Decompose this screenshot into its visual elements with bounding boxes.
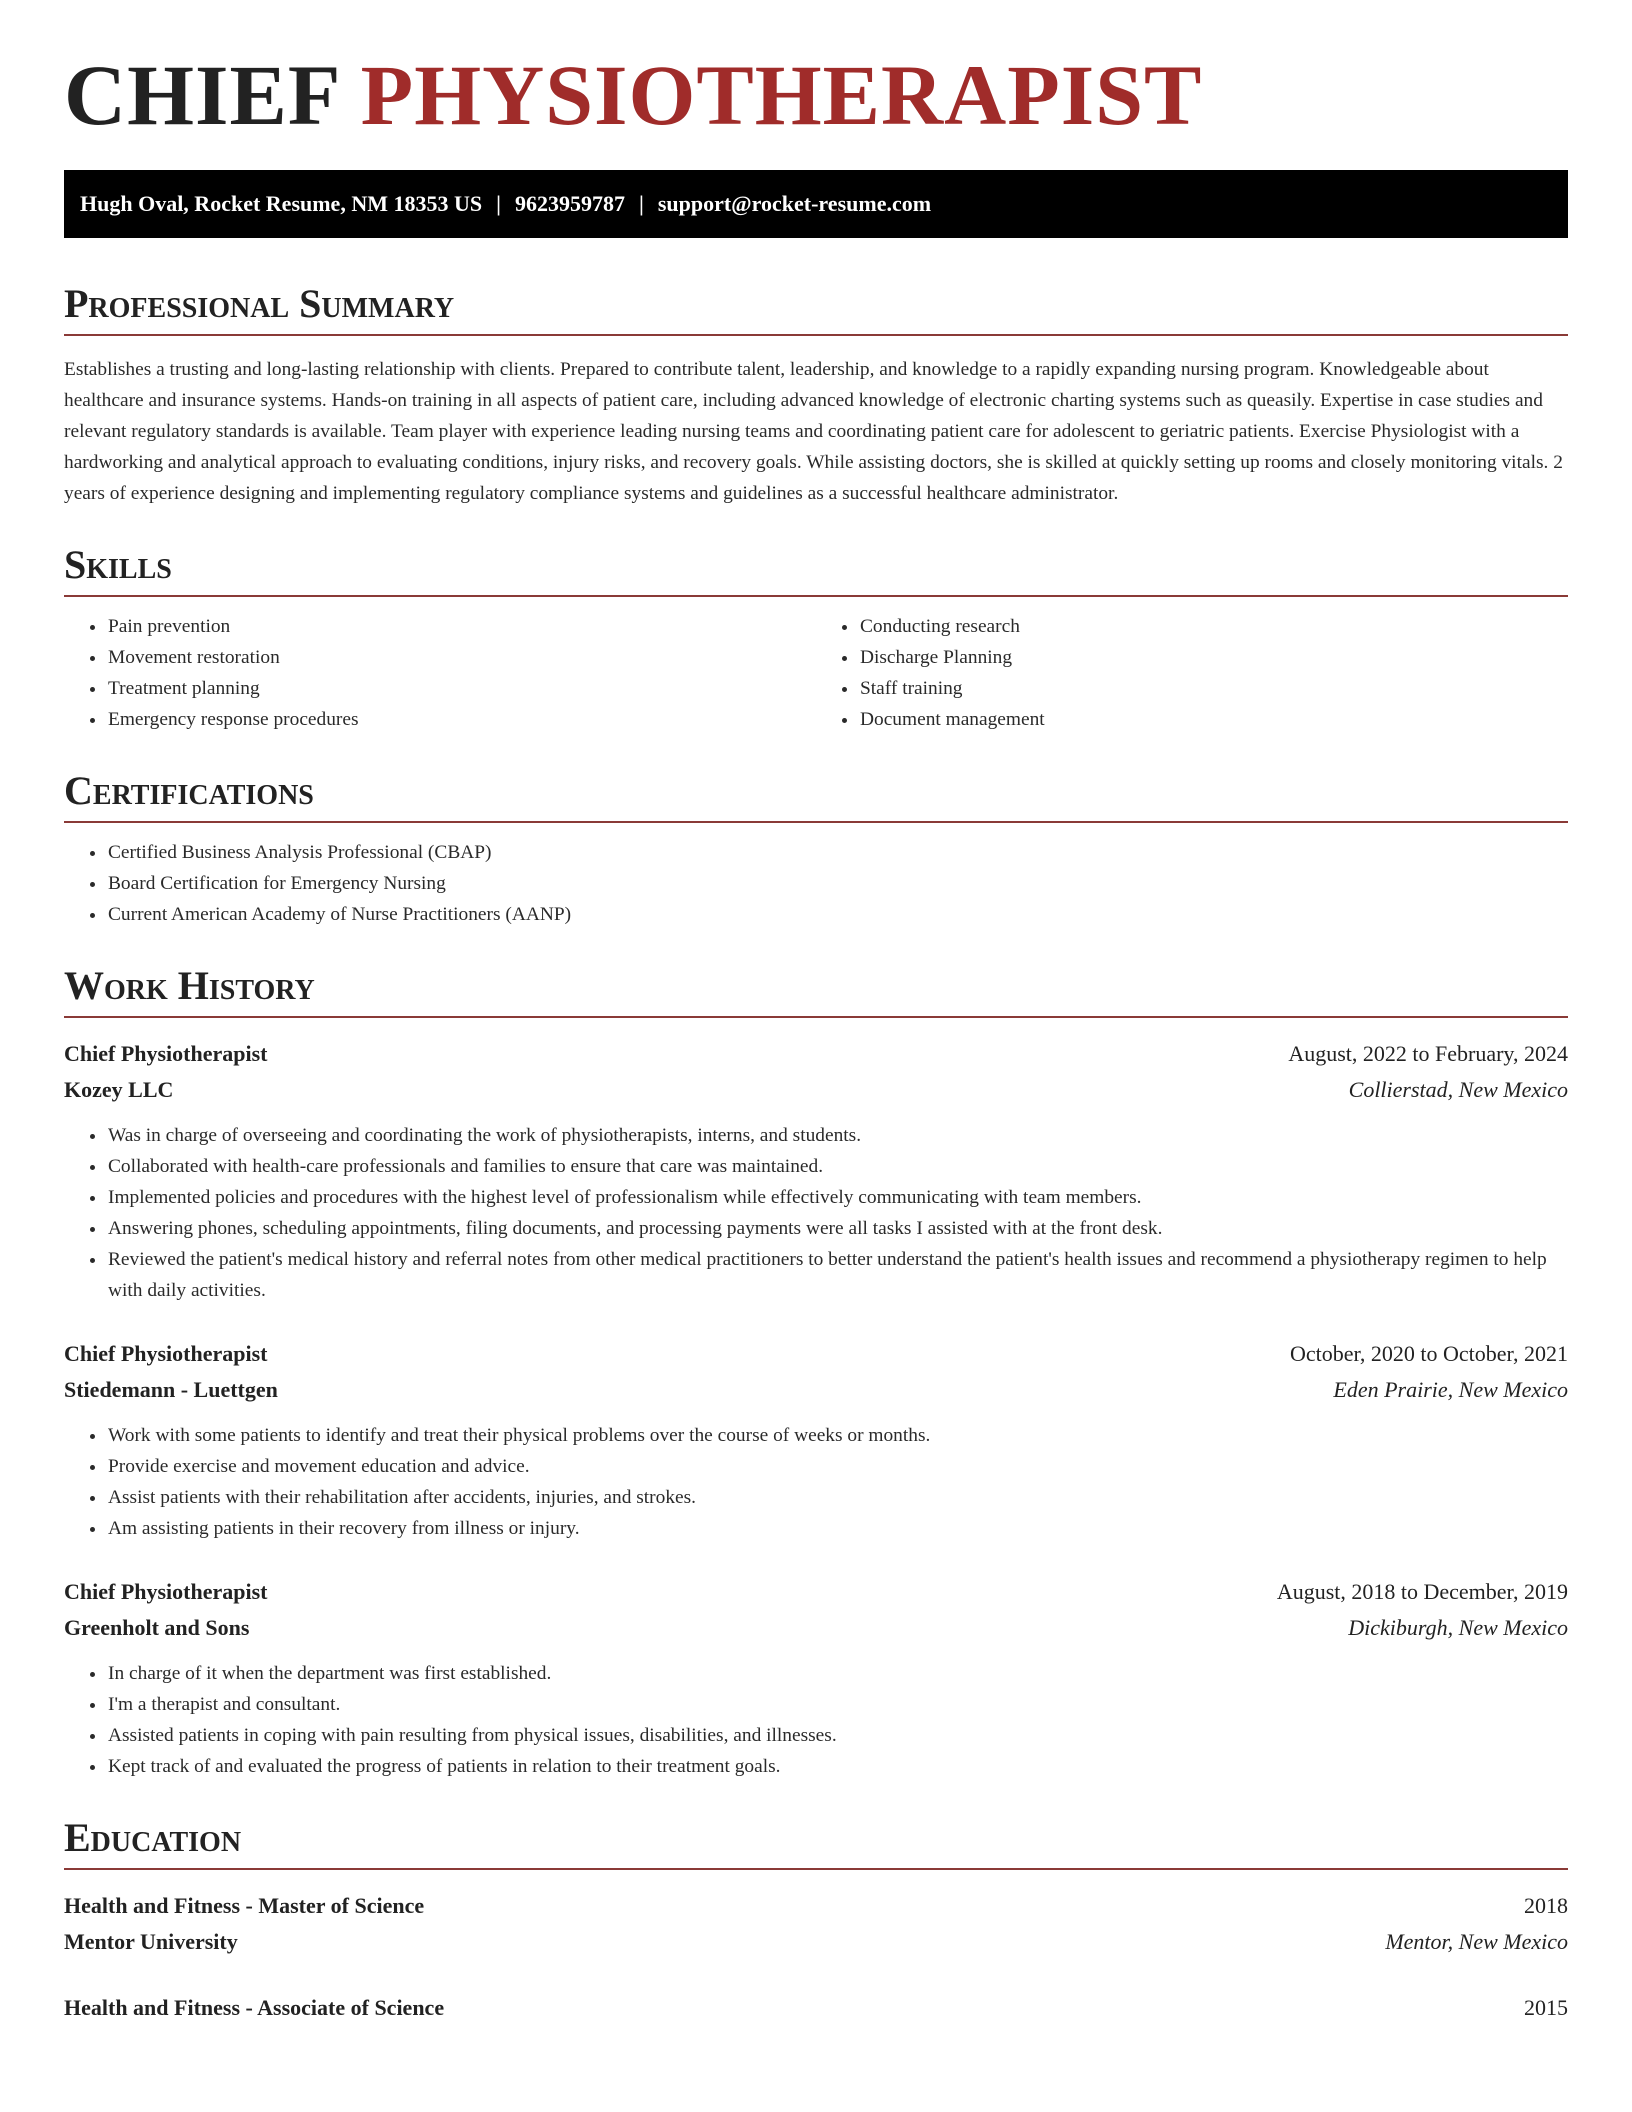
education-entry bbox=[64, 1888, 1568, 1960]
education-heading: Education bbox=[64, 1816, 1568, 1870]
education-degree: Health and Fitness - Associate of Science bbox=[64, 1995, 445, 2020]
job-dates: August, 2018 to December, 2019 bbox=[1276, 1579, 1568, 1604]
skill-item: • Staff training bbox=[859, 673, 1568, 704]
skills-columns bbox=[64, 611, 1568, 735]
contact-address: Hugh Oval, Rocket Resume, NM 18353 US bbox=[80, 191, 483, 216]
job-bullet: • Provide exercise and movement education and advice. bbox=[107, 1451, 1568, 1482]
job-header-row bbox=[64, 1336, 1568, 1372]
summary-heading: Professional Summary bbox=[64, 282, 1568, 336]
summary-text: Establishes a trusting and long-lasting relationship with clients. Prepared to contribute talent, leadership, and knowledge to a rapidly expanding nursing program. Knowledgeable about healthcare and insurance systems. Hands-on training in all aspects of patient care, including advanced knowledge of electronic charting systems such as queasily. Expertise in case studies and relevant regulatory standards is available. Team player with experience leading nursing teams and coordinating patient care for adolescent to geriatric patients. Exercise Physiologist with a hardworking and analytical approach to evaluating conditions, injury risks, and recovery goals. While assisting doctors, she is skilled at quickly setting up rooms and closely monitoring vitals. 2 years of experience designing and implementing regulatory compliance systems and guidelines as a successful healthcare administrator. bbox=[64, 359, 1563, 504]
education-year: 2018 bbox=[1524, 1893, 1568, 1918]
job-bullets bbox=[64, 1420, 1568, 1544]
job-dates: August, 2022 to February, 2024 bbox=[1288, 1041, 1568, 1066]
job-bullet: • In charge of it when the department was first established. bbox=[107, 1658, 1568, 1689]
contact-separator: | bbox=[638, 191, 644, 216]
skills-heading: Skills bbox=[64, 543, 1568, 597]
skill-item: • Document management bbox=[859, 704, 1568, 735]
job-company: Kozey LLC bbox=[64, 1077, 174, 1102]
job-company: Stiedemann - Luettgen bbox=[64, 1377, 278, 1402]
job-bullet: • Collaborated with health-care professionals and families to ensure that care was maintained. bbox=[107, 1151, 1568, 1182]
job-header-row bbox=[64, 1036, 1568, 1072]
work-history-heading: Work History bbox=[64, 964, 1568, 1018]
job-bullets bbox=[64, 1120, 1568, 1306]
job-bullet: • Reviewed the patient's medical history and referral notes from other medical practitioners to better understand the patient's health issues and recommend a physiotherapy regimen to help with daily activities. bbox=[107, 1244, 1568, 1306]
resume-page bbox=[64, 0, 1568, 2026]
job-company: Greenholt and Sons bbox=[64, 1615, 250, 1640]
job-company-row bbox=[64, 1072, 1568, 1108]
job-bullet: • Was in charge of overseeing and coordinating the work of physiotherapists, interns, and students. bbox=[107, 1120, 1568, 1151]
job-location: Collierstad, New Mexico bbox=[1348, 1077, 1568, 1102]
resume-title bbox=[64, 47, 1568, 143]
education-location: Mentor, New Mexico bbox=[1385, 1929, 1568, 1954]
education-entry bbox=[64, 1990, 1568, 2026]
skill-item: • Pain prevention bbox=[107, 611, 816, 642]
skills-list-left bbox=[64, 611, 816, 735]
job-bullet: • Assist patients with their rehabilitation after accidents, injuries, and strokes. bbox=[107, 1482, 1568, 1513]
skills-list-right bbox=[816, 611, 1568, 735]
job-entry bbox=[64, 1336, 1568, 1544]
job-company-row bbox=[64, 1372, 1568, 1408]
job-bullet: • Am assisting patients in their recovery from illness or injury. bbox=[107, 1513, 1568, 1544]
job-header-row bbox=[64, 1574, 1568, 1610]
job-company-row bbox=[64, 1610, 1568, 1646]
education-school-row bbox=[64, 1924, 1568, 1960]
job-bullet: • Kept track of and evaluated the progress of patients in relation to their treatment goals. bbox=[107, 1751, 1568, 1782]
skill-item: • Conducting research bbox=[859, 611, 1568, 642]
skill-item: • Discharge Planning bbox=[859, 642, 1568, 673]
certification-item: • Board Certification for Emergency Nursing bbox=[107, 868, 1568, 899]
job-bullet: • Implemented policies and procedures with the highest level of professionalism while effectively communicating with team members. bbox=[107, 1182, 1568, 1213]
certifications-list bbox=[64, 837, 1568, 930]
skill-item: • Treatment planning bbox=[107, 673, 816, 704]
job-location: Dickiburgh, New Mexico bbox=[1348, 1615, 1568, 1640]
job-bullet: • Answering phones, scheduling appointments, filing documents, and processing payments were all tasks I assisted with at the front desk. bbox=[107, 1213, 1568, 1244]
job-dates: October, 2020 to October, 2021 bbox=[1289, 1341, 1568, 1366]
skill-item: • Movement restoration bbox=[107, 642, 816, 673]
title-second-word: PHYSIOTHERAPIST bbox=[360, 47, 1203, 143]
contact-separator: | bbox=[496, 191, 501, 216]
job-bullet: • Work with some patients to identify and treat their physical problems over the course of weeks or months. bbox=[107, 1420, 1568, 1451]
education-year: 2015 bbox=[1524, 1995, 1568, 2020]
certifications-heading: Certifications bbox=[64, 769, 1568, 823]
job-role: Chief Physiotherapist bbox=[64, 1579, 268, 1604]
contact-email: support@rocket-resume.com bbox=[657, 191, 932, 216]
job-entry bbox=[64, 1036, 1568, 1306]
certification-item: • Current American Academy of Nurse Practitioners (AANP) bbox=[107, 899, 1568, 930]
certification-item: • Certified Business Analysis Professional (CBAP) bbox=[107, 837, 1568, 868]
contact-phone: 9623959787 bbox=[514, 191, 625, 216]
education-header-row bbox=[64, 1888, 1568, 1924]
contact-bar bbox=[64, 170, 1568, 238]
job-entry bbox=[64, 1574, 1568, 1782]
job-bullets bbox=[64, 1658, 1568, 1782]
education-school: Mentor University bbox=[64, 1929, 238, 1954]
job-bullet: • I'm a therapist and consultant. bbox=[107, 1689, 1568, 1720]
job-location: Eden Prairie, New Mexico bbox=[1333, 1377, 1568, 1402]
skill-item: • Emergency response procedures bbox=[107, 704, 816, 735]
job-role: Chief Physiotherapist bbox=[64, 1341, 268, 1366]
job-role: Chief Physiotherapist bbox=[64, 1041, 268, 1066]
education-degree: Health and Fitness - Master of Science bbox=[64, 1893, 425, 1918]
education-header-row bbox=[64, 1990, 1568, 2026]
title-first-word: CHIEF bbox=[64, 47, 339, 143]
job-bullet: • Assisted patients in coping with pain resulting from physical issues, disabilities, and illnesses. bbox=[107, 1720, 1568, 1751]
